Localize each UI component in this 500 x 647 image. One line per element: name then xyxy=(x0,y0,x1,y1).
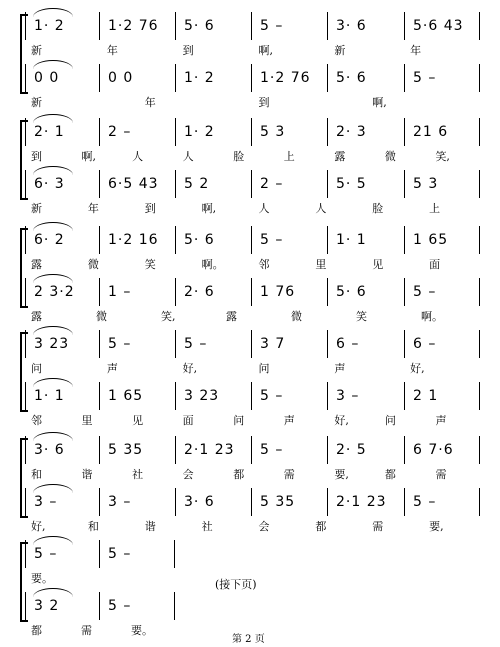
lyric-syllable: 都 xyxy=(233,468,245,481)
measure-notes: 5 – xyxy=(108,336,132,352)
measure xyxy=(99,592,175,620)
measure-notes: 5 – xyxy=(260,442,284,458)
lyric-syllable: 邻 xyxy=(31,414,42,427)
lyric-syllable: 露 xyxy=(226,310,237,323)
score-system-3 xyxy=(0,226,500,326)
measure xyxy=(99,12,175,40)
measure xyxy=(327,488,404,516)
measure xyxy=(99,436,175,464)
lyric-syllable: 啊。 xyxy=(421,310,443,323)
measure xyxy=(251,64,327,92)
lyric-syllable: 微 xyxy=(384,150,396,163)
measure-notes: 0 0 xyxy=(108,70,134,86)
lyric-syllable: 年 xyxy=(144,96,156,109)
lyric-syllable: 社 xyxy=(132,468,144,481)
lyric-syllable: 里 xyxy=(81,414,93,427)
measure xyxy=(404,226,480,254)
lyric-syllable: 笑 xyxy=(144,258,156,271)
measure-notes: 5 – xyxy=(34,546,58,562)
lyric-syllable: 年 xyxy=(106,44,118,57)
lyric-syllable: 露 xyxy=(31,310,42,323)
measure-notes: 5· 6 xyxy=(184,232,215,248)
lyric-syllable: 脸 xyxy=(372,202,384,215)
measure-notes: 6·5 43 xyxy=(108,176,159,192)
lyric-syllable: 会 xyxy=(258,520,270,533)
lyric-syllable: 啊, xyxy=(258,44,273,57)
upper-voice-line xyxy=(0,118,500,146)
measure-notes: 5· 6 xyxy=(336,284,367,300)
measure-notes: 3 – xyxy=(34,494,58,510)
measure-notes: 5 35 xyxy=(108,442,144,458)
measure-notes: 2 – xyxy=(260,176,284,192)
upper-lyrics-row xyxy=(0,42,500,56)
upper-voice-line xyxy=(0,540,500,568)
measure xyxy=(404,170,480,198)
lyric-syllable: 新 xyxy=(31,44,42,57)
measure xyxy=(404,12,480,40)
measure-notes: 5 – xyxy=(413,70,437,86)
score-system-1 xyxy=(0,12,500,112)
measure-notes: 2· 5 xyxy=(336,442,367,458)
measure xyxy=(175,488,251,516)
measure-notes: 1· 2 xyxy=(184,124,215,140)
lower-voice-line xyxy=(0,64,500,92)
lyric-syllable: 声 xyxy=(435,414,447,427)
measure-notes: 3· 6 xyxy=(184,494,215,510)
measure-notes: 5 – xyxy=(260,18,284,34)
lyric-syllable: 露 xyxy=(334,150,346,163)
measure xyxy=(404,330,480,358)
measure-notes: 1 – xyxy=(108,284,132,300)
lyric-syllable: 露 xyxy=(31,258,42,271)
lyric-syllable: 人 xyxy=(182,150,194,163)
lyric-syllable: 脸 xyxy=(233,150,245,163)
score-system-5 xyxy=(0,436,500,536)
lyric-syllable: 面 xyxy=(182,414,194,427)
page-number: 第 2 页 xyxy=(232,634,265,645)
measure xyxy=(327,64,404,92)
measure-notes: 1 65 xyxy=(413,232,449,248)
lyric-syllable: 要, xyxy=(429,520,444,533)
measure-notes: 0 0 xyxy=(34,70,60,86)
measure xyxy=(327,436,404,464)
lyric-syllable: 和 xyxy=(87,520,99,533)
measure-notes: 3 23 xyxy=(34,336,70,352)
measure-notes: 1· 2 xyxy=(34,18,65,34)
measure-notes: 1·2 16 xyxy=(108,232,159,248)
measure-notes: 5 3 xyxy=(260,124,286,140)
lyric-syllable: 需 xyxy=(283,468,295,481)
measure-notes: 2 3·2 xyxy=(34,284,75,300)
measure-notes: 3· 6 xyxy=(336,18,367,34)
lower-voice-line xyxy=(0,488,500,516)
lyric-syllable: 里 xyxy=(315,258,327,271)
measure xyxy=(99,540,175,568)
lyric-syllable: 人 xyxy=(258,202,270,215)
measure xyxy=(99,170,175,198)
lyric-syllable: 声 xyxy=(334,362,346,375)
measure-notes: 1· 1 xyxy=(336,232,367,248)
lyric-syllable: 见 xyxy=(132,414,144,427)
lyric-syllable: 要, xyxy=(334,468,349,481)
lyric-syllable: 啊, xyxy=(81,150,97,163)
measure xyxy=(175,330,251,358)
lyric-syllable: 见 xyxy=(372,258,384,271)
measure-notes: 2 – xyxy=(108,124,132,140)
measure xyxy=(404,278,480,306)
measure xyxy=(175,226,251,254)
measure-notes: 2· 6 xyxy=(184,284,215,300)
lyric-syllable: 新 xyxy=(31,96,42,109)
lower-voice-line xyxy=(0,278,500,306)
measure-notes: 3 7 xyxy=(260,336,286,352)
measure-notes: 2· 1 xyxy=(34,124,65,140)
lyric-syllable: 年 xyxy=(410,44,422,57)
lower-voice-line xyxy=(0,382,500,410)
measure xyxy=(327,118,404,146)
measure-notes: 5 2 xyxy=(184,176,210,192)
measure xyxy=(327,170,404,198)
upper-lyrics-row xyxy=(0,256,500,270)
lyric-syllable: 笑, xyxy=(161,310,176,323)
slur-mark xyxy=(33,60,73,69)
lyric-syllable: 需 xyxy=(372,520,384,533)
lyric-syllable: 会 xyxy=(182,468,194,481)
slur-mark xyxy=(33,378,73,387)
lyric-syllable: 新 xyxy=(334,44,346,57)
measure xyxy=(99,488,175,516)
slur-mark xyxy=(33,222,73,231)
measure xyxy=(99,226,175,254)
measure xyxy=(251,330,327,358)
upper-lyrics-row xyxy=(0,148,500,162)
measure-notes: 2·1 23 xyxy=(336,494,387,510)
measure-notes: 6 – xyxy=(413,336,437,352)
lower-voice-line xyxy=(0,592,500,620)
lyric-syllable: 都 xyxy=(31,624,42,637)
measure-notes: 5· 6 xyxy=(336,70,367,86)
lyric-syllable: 人 xyxy=(315,202,327,215)
measure-notes: 5 – xyxy=(413,494,437,510)
lyric-syllable: 声 xyxy=(106,362,118,375)
slur-mark xyxy=(33,536,73,545)
measure-notes: 5 3 xyxy=(413,176,439,192)
measure-notes: 1·2 76 xyxy=(260,70,311,86)
lyric-syllable: 需 xyxy=(435,468,447,481)
upper-lyrics-row xyxy=(0,360,500,374)
lyric-syllable: 都 xyxy=(315,520,327,533)
lower-lyrics-row xyxy=(0,308,500,322)
measure xyxy=(175,12,251,40)
measure xyxy=(99,118,175,146)
measure xyxy=(327,330,404,358)
measure xyxy=(175,64,251,92)
measure xyxy=(251,436,327,464)
score-system-4 xyxy=(0,330,500,430)
lyric-syllable: 问 xyxy=(384,414,396,427)
lower-lyrics-row xyxy=(0,94,500,108)
measure-notes: 6 – xyxy=(336,336,360,352)
measure-notes: 5 – xyxy=(108,546,132,562)
lyric-syllable: 到 xyxy=(31,150,42,163)
slur-mark xyxy=(33,484,73,493)
measure xyxy=(404,436,480,464)
measure-notes: 2 1 xyxy=(413,388,439,404)
measure-notes: 3 2 xyxy=(34,598,60,614)
measure xyxy=(99,330,175,358)
lyric-syllable: 微 xyxy=(87,258,99,271)
measure-notes: 5· 6 xyxy=(184,18,215,34)
lyric-syllable: 和 xyxy=(31,468,42,481)
slur-mark xyxy=(33,326,73,335)
lyric-syllable: 谐 xyxy=(144,520,156,533)
measure xyxy=(404,382,480,410)
measure-notes: 5· 5 xyxy=(336,176,367,192)
measure xyxy=(251,226,327,254)
lyric-syllable: 谐 xyxy=(81,468,93,481)
lyric-syllable: 到 xyxy=(182,44,194,57)
upper-voice-line xyxy=(0,12,500,40)
lyric-syllable: 邻 xyxy=(258,258,270,271)
measure-notes: 2·1 23 xyxy=(184,442,235,458)
measure xyxy=(99,64,175,92)
measure xyxy=(99,382,175,410)
measure-notes: 6 7·6 xyxy=(413,442,454,458)
lyric-syllable: 面 xyxy=(429,258,441,271)
measure xyxy=(327,382,404,410)
upper-voice-line xyxy=(0,226,500,254)
measure xyxy=(404,488,480,516)
upper-voice-line xyxy=(0,330,500,358)
lyric-syllable: 啊。 xyxy=(201,258,224,271)
slur-mark xyxy=(33,166,73,175)
lyric-syllable: 社 xyxy=(201,520,213,533)
continuation-note: (接下页) xyxy=(215,578,257,591)
lyric-syllable: 好, xyxy=(182,362,198,375)
measure-notes: 3· 6 xyxy=(34,442,65,458)
lower-lyrics-row xyxy=(0,412,500,426)
lyric-syllable: 好, xyxy=(334,414,349,427)
slur-mark xyxy=(33,8,73,17)
measure xyxy=(251,12,327,40)
measure xyxy=(251,382,327,410)
lyric-syllable: 都 xyxy=(384,468,396,481)
lyric-syllable: 要。 xyxy=(131,624,153,637)
lyric-syllable: 到 xyxy=(144,202,156,215)
measure xyxy=(251,488,327,516)
lyric-syllable: 要。 xyxy=(31,572,53,585)
lyric-syllable: 新 xyxy=(31,202,42,215)
measure xyxy=(251,118,327,146)
measure-notes: 5 35 xyxy=(260,494,296,510)
lyric-syllable: 问 xyxy=(31,362,42,375)
upper-lyrics-row xyxy=(0,466,500,480)
measure xyxy=(251,278,327,306)
lyric-syllable: 好, xyxy=(410,362,425,375)
lyric-syllable: 到 xyxy=(258,96,270,109)
lyric-syllable: 问 xyxy=(258,362,270,375)
measure-notes: 2· 3 xyxy=(336,124,367,140)
lyric-syllable: 上 xyxy=(283,150,295,163)
measure xyxy=(175,382,251,410)
measure-notes: 5·6 43 xyxy=(413,18,464,34)
slur-mark xyxy=(33,274,73,283)
lyric-syllable: 上 xyxy=(429,202,441,215)
measure xyxy=(327,278,404,306)
upper-voice-line xyxy=(0,436,500,464)
lower-voice-line xyxy=(0,170,500,198)
measure xyxy=(175,170,251,198)
slur-mark xyxy=(33,432,73,441)
lyric-syllable: 好, xyxy=(31,520,46,533)
lyric-syllable: 声 xyxy=(283,414,295,427)
lyric-syllable: 人 xyxy=(132,150,144,163)
measure-notes: 5 – xyxy=(413,284,437,300)
measure-notes: 21 6 xyxy=(413,124,449,140)
measure xyxy=(251,170,327,198)
lyric-syllable: 啊, xyxy=(372,96,387,109)
measure-notes: 6· 3 xyxy=(34,176,65,192)
measure-notes: 5 – xyxy=(260,388,284,404)
lyric-syllable: 问 xyxy=(233,414,245,427)
lyric-syllable: 笑, xyxy=(435,150,450,163)
score-system-2 xyxy=(0,118,500,218)
measure xyxy=(404,64,480,92)
measure-notes: 3 – xyxy=(108,494,132,510)
measure-notes: 5 – xyxy=(260,232,284,248)
lower-lyrics-row xyxy=(0,518,500,532)
lyric-syllable: 微 xyxy=(96,310,107,323)
lower-lyrics-row xyxy=(0,200,500,214)
lyric-syllable: 需 xyxy=(81,624,92,637)
measure-notes: 6· 2 xyxy=(34,232,65,248)
measure-notes: 5 – xyxy=(184,336,208,352)
measure-notes: 1 76 xyxy=(260,284,296,300)
lyric-syllable: 啊, xyxy=(201,202,217,215)
slur-mark xyxy=(33,588,73,597)
measure xyxy=(327,12,404,40)
measure xyxy=(175,436,251,464)
measure xyxy=(404,118,480,146)
lyric-syllable: 笑 xyxy=(356,310,367,323)
lyric-syllable: 年 xyxy=(87,202,99,215)
measure-notes: 3 – xyxy=(336,388,360,404)
measure-notes: 3 23 xyxy=(184,388,220,404)
measure xyxy=(175,118,251,146)
measure-notes: 1· 1 xyxy=(34,388,65,404)
measure-notes: 1·2 76 xyxy=(108,18,159,34)
measure xyxy=(175,278,251,306)
measure-notes: 1· 2 xyxy=(184,70,215,86)
measure xyxy=(99,278,175,306)
lyric-syllable: 微 xyxy=(291,310,302,323)
measure-notes: 5 – xyxy=(108,598,132,614)
measure xyxy=(327,226,404,254)
measure-notes: 1 65 xyxy=(108,388,144,404)
slur-mark xyxy=(33,114,73,123)
